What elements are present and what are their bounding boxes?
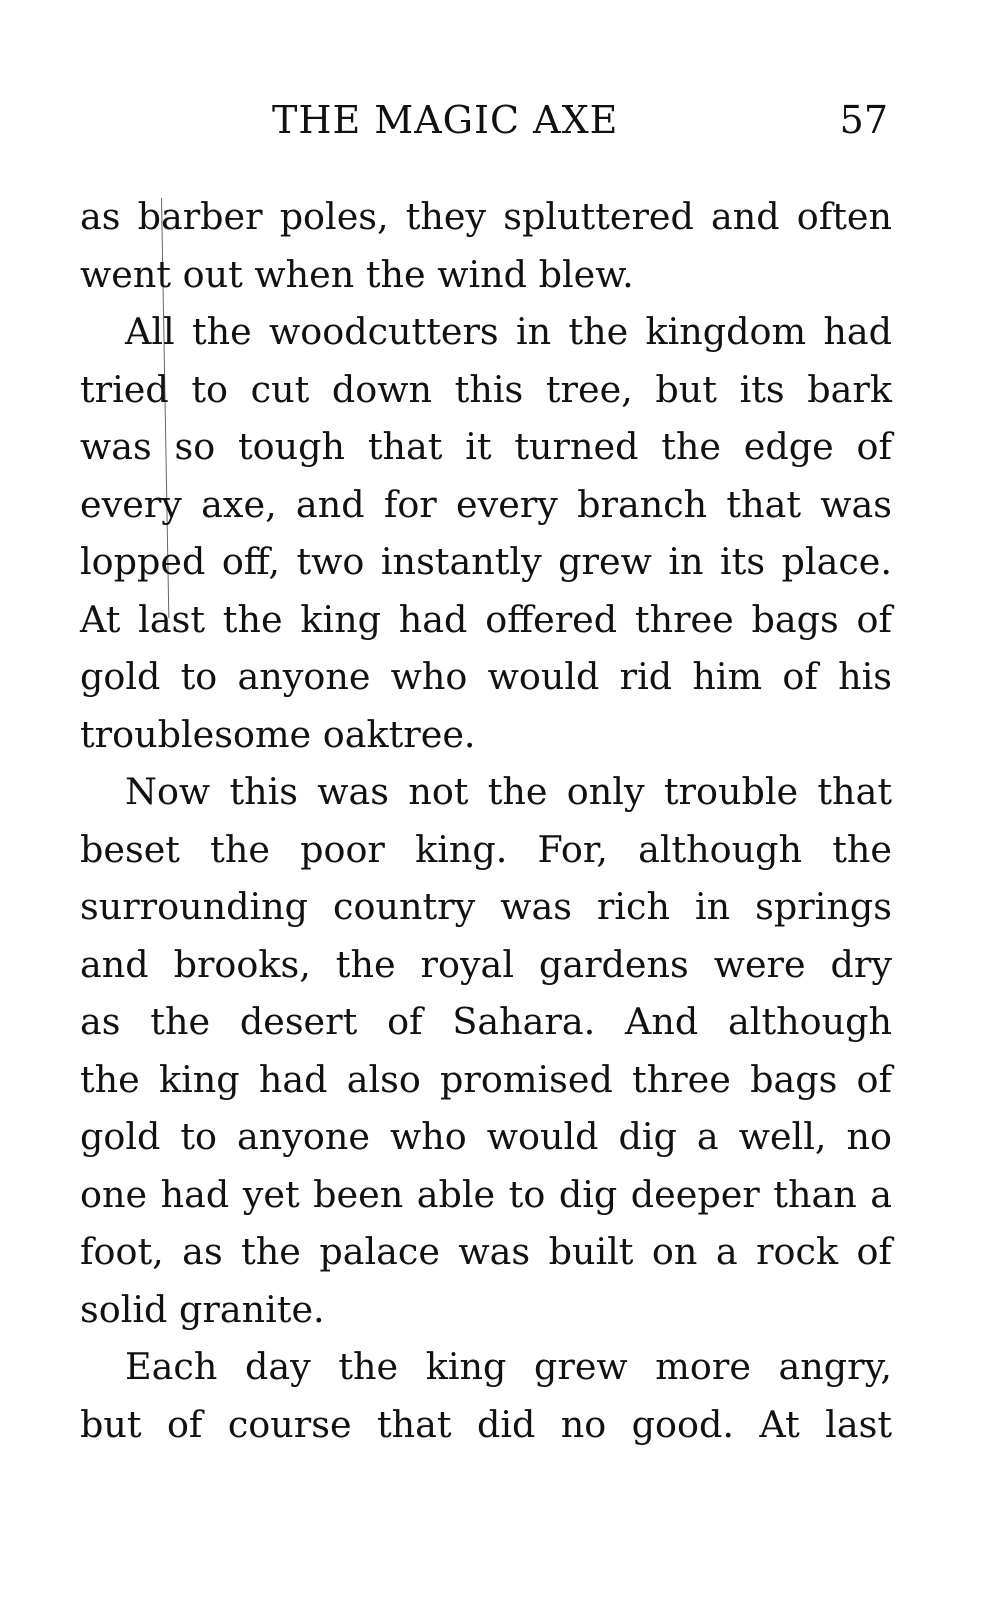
text-line: surrounding country was rich in springs	[80, 885, 892, 928]
text-line: was so tough that it turned the edge of	[80, 425, 892, 468]
text-line: tried to cut down this tree, but its bark	[80, 367, 892, 411]
text-line: All the woodcutters in the kingdom had	[125, 310, 892, 353]
text-line: foot, as the palace was built on a rock of	[80, 1230, 892, 1273]
text-line: went out when the wind blew.	[80, 252, 634, 296]
text-line: one had yet been able to dig deeper than a	[80, 1172, 892, 1216]
chapter-title: THE MAGIC AXE	[272, 98, 619, 142]
text-line: beset the poor king. For, although the	[80, 827, 892, 871]
text-line: the king had also promised three bags of	[80, 1057, 892, 1101]
text-line: every axe, and for every branch that was	[80, 482, 892, 526]
text-line: At last the king had offered three bags of	[80, 597, 892, 641]
body-text	[80, 188, 892, 1453]
text-line: but of course that did no good. At last	[80, 1402, 892, 1446]
text-line: troublesome oaktree.	[80, 712, 476, 756]
text-line: Now this was not the only trouble that	[125, 770, 892, 813]
text-line: as barber poles, they spluttered and often	[80, 195, 892, 238]
text-line: lopped off, two instantly grew in its place.	[80, 540, 892, 583]
page-number: 57	[839, 98, 888, 142]
text-line: solid granite.	[80, 1287, 325, 1331]
text-line: as the desert of Sahara. And although	[80, 1000, 892, 1043]
text-line: gold to anyone who would dig a well, no	[80, 1115, 892, 1158]
text-line: gold to anyone who would rid him of his	[80, 655, 892, 698]
running-head	[80, 98, 888, 158]
text-line: and brooks, the royal gardens were dry	[80, 942, 892, 986]
text-line: Each day the king grew more angry,	[125, 1345, 892, 1388]
